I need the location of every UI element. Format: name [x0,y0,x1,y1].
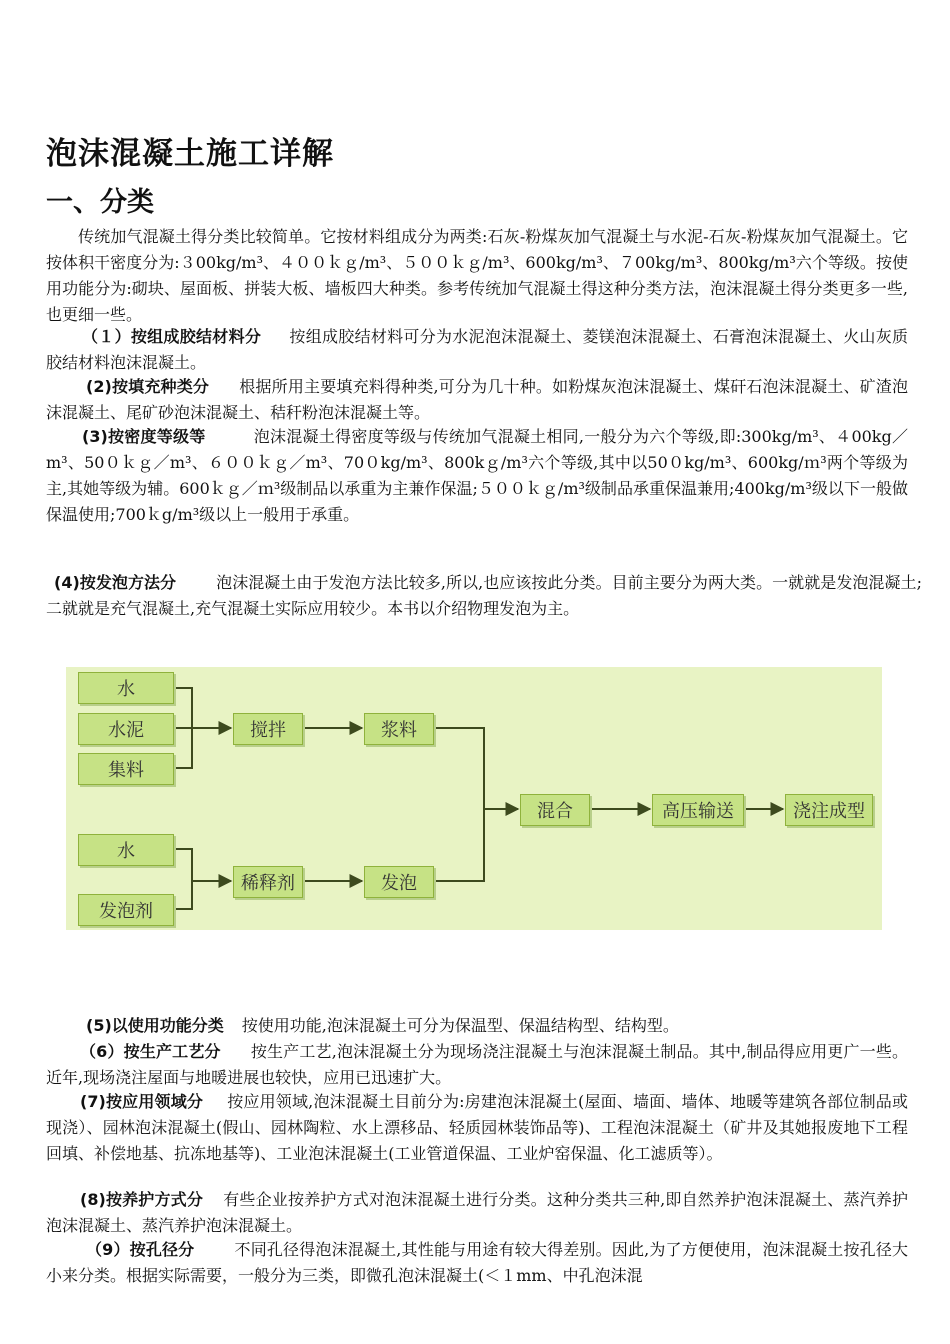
flow-node-aggregate: 集料 [78,753,174,785]
page-title: 泡沫混凝土施工详解 [46,136,334,172]
paragraph-text: 泡沫混凝土由于发泡方法比较多,所以,也应该按此分类。目前主要分为两大类。一就就是发泡混凝土;二就就是充气混凝土,充气混凝土实际应用较少。本书以介绍物理发泡为主。 [46,573,922,618]
paragraph-label: (2)按填充种类分 [86,377,210,396]
flow-node-mixing: 搅拌 [233,713,303,745]
flow-node-pour: 浇注成型 [785,794,873,826]
flow-node-slurry: 浆料 [364,713,434,745]
paragraph-intro: 传统加气混凝土得分类比较简单。它按材料组成分为两类:石灰-粉煤灰加气混凝土与水泥-石灰-粉煤灰加气混凝土。它按体积干密度分为:３00kg/m³、４００ｋｇ/m³、５００ｋｇ/m³、600kg/m³、７00kg/m³、800kg/m³六个等级。按使用功能分为:砌块、屋面板、拼装大板、墙板四大种类。参考传统加气混凝土得这种分类方法，泡沫混凝土得分类更多一些,也更细一些。 [46,227,908,324]
paragraph-label: （9）按孔径分 [86,1240,195,1259]
paragraph-text: 根据所用主要填充料得种类,可分为几十种。如粉煤灰泡沫混凝土、煤矸石泡沫混凝土、矿渣泡沫混凝土、尾矿砂泡沫混凝土、秸秆粉泡沫混凝土等。 [46,377,909,422]
paragraph-function [46,1013,908,1039]
paragraph-label: （6）按生产工艺分 [80,1042,221,1061]
paragraph-label: (8)按养护方式分 [80,1190,204,1209]
paragraph-process [46,1039,908,1091]
flow-connector-lines [66,667,882,930]
paragraph-curing [46,1187,908,1239]
paragraph-text: 不同孔径得泡沫混凝土,其性能与用途有较大得差别。因此,为了方便使用，泡沫混凝土按孔径大小来分类。根据实际需要，一般分为三类，即微孔泡沫混凝土(＜１mm、中孔泡沫混 [46,1240,908,1285]
paragraph-filler [46,374,908,426]
paragraph-foaming [46,570,922,622]
paragraph-application [46,1089,908,1167]
paragraph-binder [46,324,908,376]
process-flow-diagram [66,667,882,930]
section-heading: 一、分类 [46,187,154,218]
paragraph-label: (5)以使用功能分类 [86,1016,224,1035]
flow-node-blend: 混合 [520,794,590,826]
flow-node-high-pressure: 高压输送 [652,794,744,826]
paragraph-text: 按生产工艺,泡沫混凝土分为现场浇注混凝土与泡沫混凝土制品。其中,制品得应用更广一些。近年,现场浇注屋面与地暖进展也较快，应用已迅速扩大。 [46,1042,908,1087]
paragraph-pore-size [46,1237,908,1289]
flow-node-water-2: 水 [78,834,174,866]
paragraph-label: （１）按组成胶结材料分 [82,327,262,346]
paragraph-text: 有些企业按养护方式对泡沫混凝土进行分类。这种分类共三种,即自然养护泡沫混凝土、蒸汽养护泡沫混凝土、蒸汽养护泡沫混凝土。 [46,1190,908,1235]
flow-node-foam: 发泡 [364,866,434,898]
flow-node-cement: 水泥 [78,713,174,745]
paragraph-text: 按应用领域,泡沫混凝土目前分为:房建泡沫混凝土(屋面、墙面、墙体、地暖等建筑各部位制品或现浇）、园林泡沫混凝土(假山、园林陶粒、水上漂移品、轻质园林装饰品等)、工程泡沫混凝土（矿井及其她报废地下工程回填、补偿地基、抗冻地基等)、工业泡沫混凝土(工业管道保温、工业炉窑保温、化工滤质等）。 [46,1092,908,1163]
flow-node-diluent: 稀释剂 [233,866,303,898]
paragraph-density [46,424,908,528]
flow-node-foaming-agent: 发泡剂 [78,894,174,926]
paragraph-text: 按使用功能,泡沫混凝土可分为保温型、保温结构型、结构型。 [241,1016,679,1035]
flow-node-water: 水 [78,672,174,704]
paragraph-text: 按组成胶结材料可分为水泥泡沫混凝土、菱镁泡沫混凝土、石膏泡沫混凝土、火山灰质胶结材料泡沫混凝土。 [46,327,908,372]
paragraph-label: (4)按发泡方法分 [54,573,177,592]
paragraph-label: (7)按应用领域分 [80,1092,204,1111]
paragraph-label: (3)按密度等级等 [82,427,206,446]
paragraph-text: 泡沫混凝土得密度等级与传统加气混凝土相同,一般分为六个等级,即:300kg/m³、４00kg／m³、50０ｋｇ／m³、６００ｋｇ／m³、70０kg/m³、800kｇ/m³六个等级,其中以50０kg/m³、600kg/ｍ³两个等级为主,其她等级为辅。600ｋｇ／ｍ³级制品以承重为主兼作保温;５００ｋｇ/m³级制品承重保温兼用;400kg/m³级以下一般做保温使用;700ｋg/m³级以上一般用于承重。 [46,427,908,524]
